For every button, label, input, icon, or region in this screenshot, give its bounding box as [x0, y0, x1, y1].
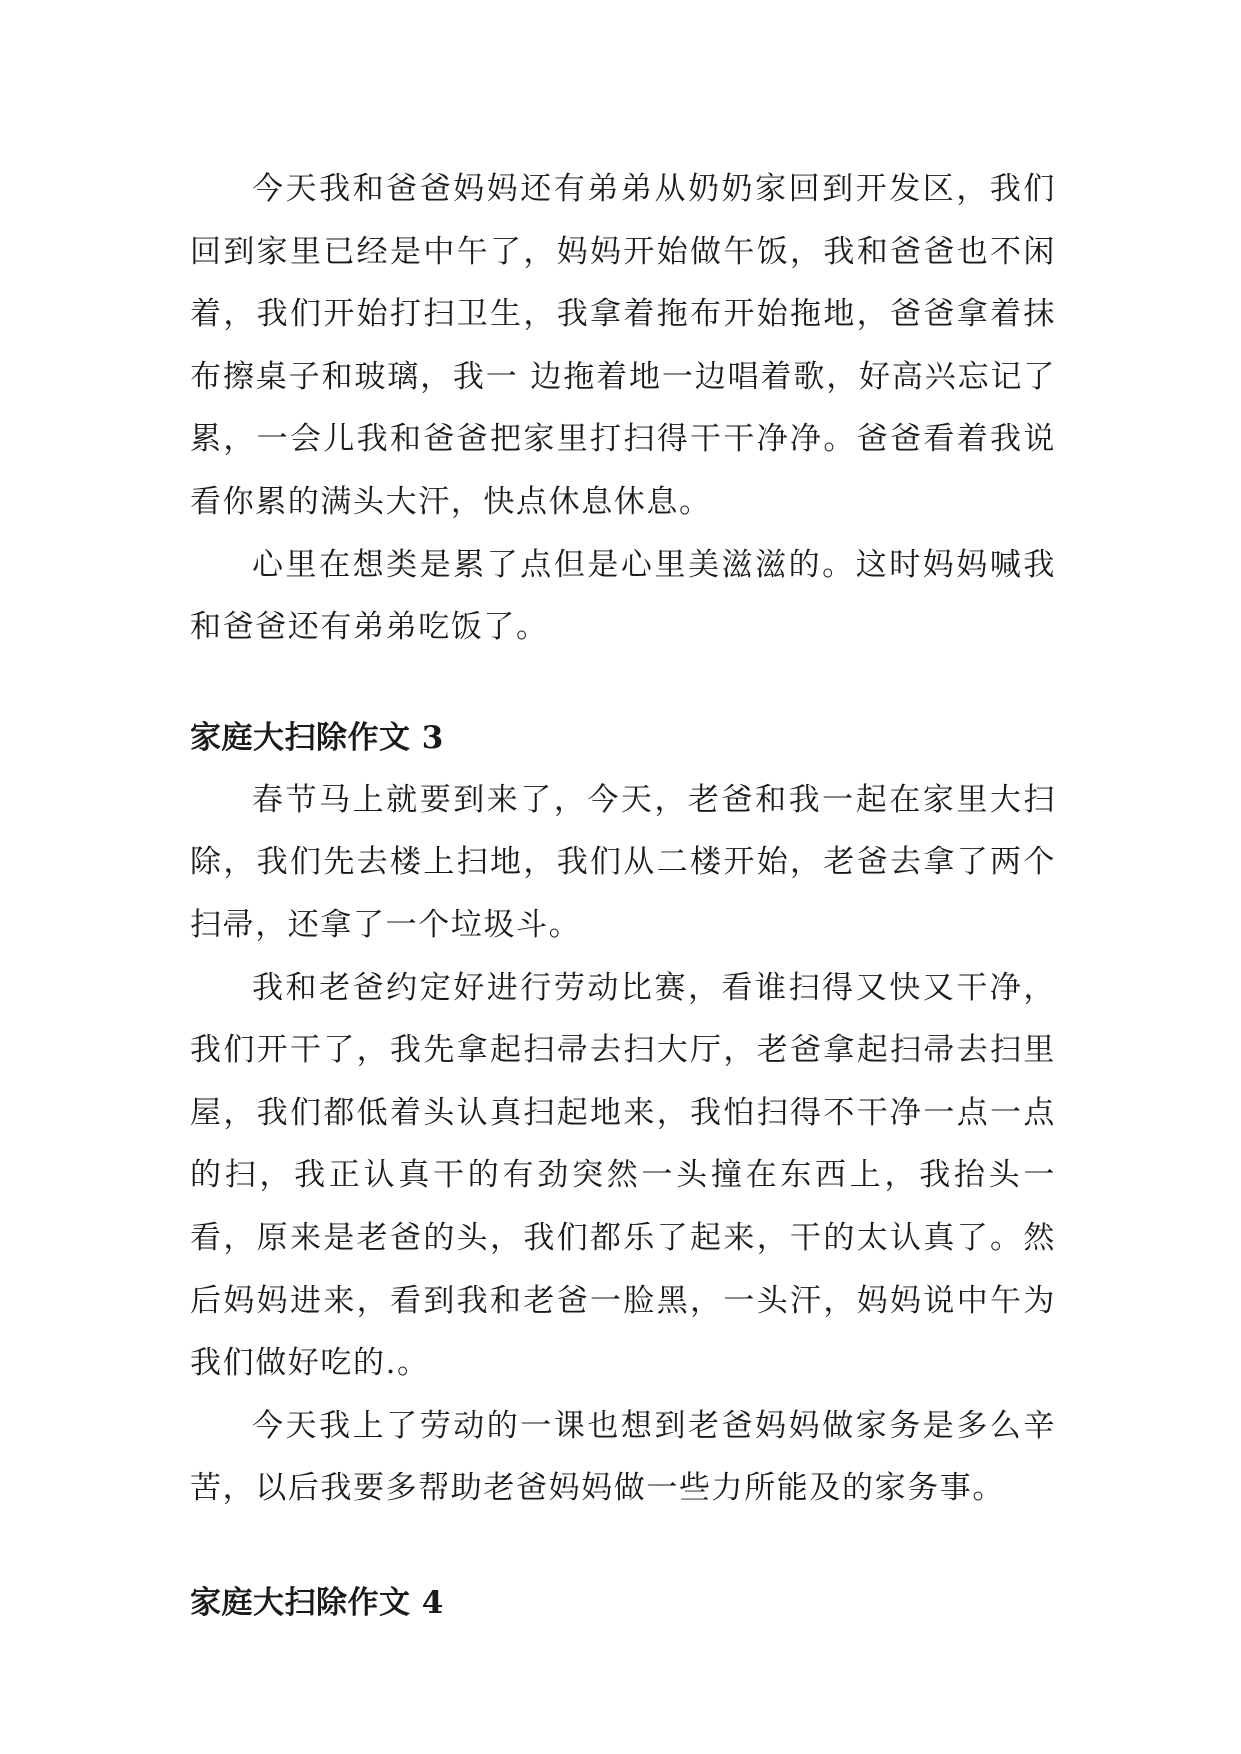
paragraph-cleaning-at-home: 今天我和爸爸妈妈还有弟弟从奶奶家回到开发区，我们回到家里已经是中午了，妈妈开始做午饭，我和爸爸也不闲着，我们开始打扫卫生，我拿着拖布开始拖地，爸爸拿着抹布擦桌子和玻璃，我一 边拖着地一边唱着歌，好高兴忘记了累，一会儿我和爸爸把家里打扫得干干净净。爸爸看着我说看你累的满头大汗，快点休息休息。 — [190, 171, 1056, 520]
paragraph-dinner-call: 心里在想类是累了点但是心里美滋滋的。这时妈妈喊我和爸爸还有弟弟吃饭了。 — [190, 546, 1056, 646]
section-heading-essay-4: 家庭大扫除作文 4 — [190, 1584, 444, 1621]
paragraph-spring-festival: 春节马上就要到来了，今天，老爸和我一起在家里大扫除，我们先去楼上扫地，我们从二楼开始，老爸去拿了两个扫帚，还拿了一个垃圾斗。 — [190, 781, 1056, 943]
document-body — [190, 158, 1056, 1634]
paragraph-labor-contest: 我和老爸约定好进行劳动比赛，看谁扫得又快又干净，我们开干了，我先拿起扫帚去扫大厅，老爸拿起扫帚去扫里屋，我们都低着头认真扫起地来，我怕扫得不干净一点一点的扫，我正认真干的有劲突然一头撞在东西上，我抬头一看，原来是老爸的头，我们都乐了起来，干的太认真了。然后妈妈进来，看到我和老爸一脸黑，一头汗，妈妈说中午为我们做好吃的.。 — [190, 969, 1056, 1382]
section-heading-essay-3: 家庭大扫除作文 3 — [190, 719, 444, 756]
paragraph-lesson-learned: 今天我上了劳动的一课也想到老爸妈妈做家务是多么辛苦，以后我要多帮助老爸妈妈做一些力所能及的家务事。 — [190, 1407, 1056, 1507]
